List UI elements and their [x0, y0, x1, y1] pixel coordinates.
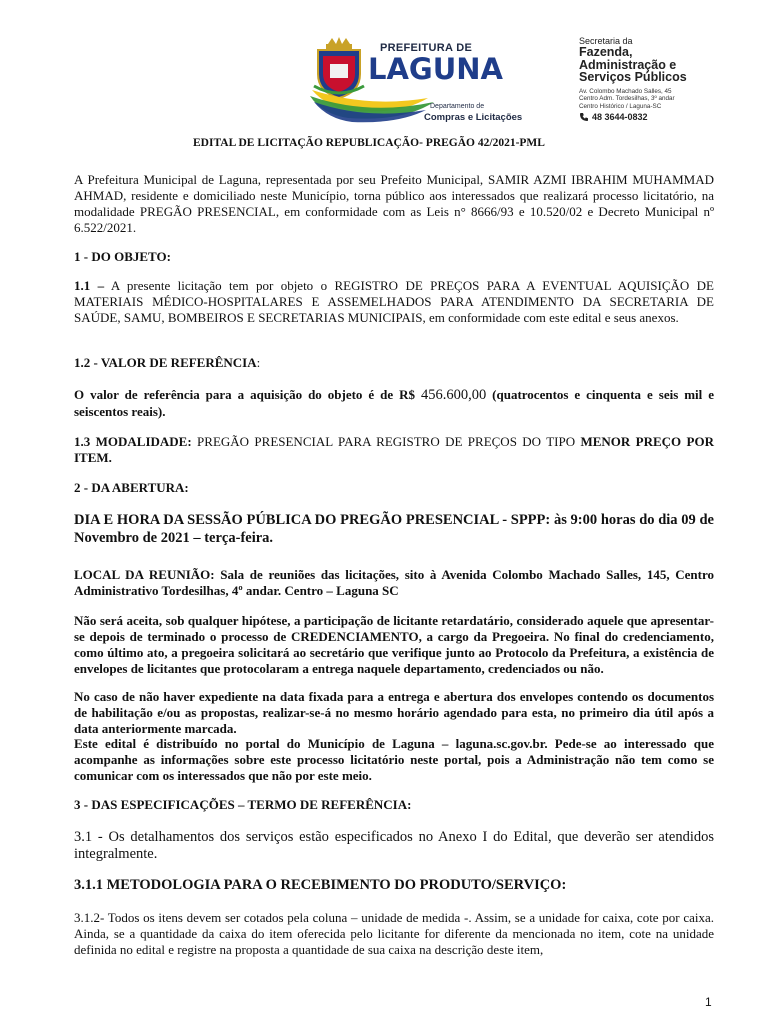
session-date-time: DIA E HORA DA SESSÃO PÚBLICA DO PREGÃO PRESENCIAL - SPPP: às 9:00 horas do dia 09 de Novembro de 2021 – terça-feira.	[74, 512, 714, 546]
section-1-3-text: PREGÃO PRESENCIAL PARA REGISTRO DE PREÇOS DO TIPO	[191, 434, 581, 449]
warning-text: Não será aceita, sob qualquer hipótese, a participação de licitante retardatário, considerado aquele que apresentar-se depois de terminado o processo de	[74, 613, 714, 644]
address-line: Av. Colombo Machado Salles, 45	[579, 87, 672, 95]
value-amount: 456.600,00	[420, 387, 487, 403]
laguna-logo	[308, 34, 523, 126]
reference-value-paragraph	[74, 387, 714, 420]
meeting-location: LOCAL DA REUNIÃO: Sala de reuniões das licitações, sito à Avenida Colombo Machado Salles, 145, Centro Administrativo Tordesilhas, 4º andar. Centro – Laguna SC	[74, 567, 714, 598]
address-line: Centro Histórico / Laguna-SC	[579, 102, 662, 110]
section-1-1-label: 1.1 –	[74, 278, 105, 293]
department-label: Compras e Licitações	[424, 112, 523, 123]
page-number: 1	[705, 995, 712, 1009]
letterhead	[0, 0, 770, 132]
secretaria-line: Administração e	[579, 57, 677, 72]
section-2-heading: 2 - DA ABERTURA:	[74, 480, 189, 495]
section-1-2-label: 1.2 - VALOR DE REFERÊNCIA	[74, 355, 257, 370]
phone	[579, 112, 699, 122]
secretaria-line: Fazenda,	[579, 45, 633, 59]
section-1-2-heading	[74, 355, 714, 371]
late-bidder-warning	[74, 613, 714, 677]
section-3-1-2-paragraph: 3.1.2- Todos os itens devem ser cotados pela coluna – unidade de medida -. Assim, se a unidade for caixa, cote por caixa. Ainda, se a quantidade da caixa do item oferecida pelo licitante for diferente da mencionada no item, cote na unidade definida no edital e registre na proposta a quantidade de sua caixa na descrição deste item,	[74, 910, 714, 957]
phone-number: 48 3644-0832	[592, 112, 648, 122]
no-business-day-note: No caso de não haver expediente na data fixada para a entrega e abertura dos envelopes contendo os documentos de habilitação e/ou as propostas, realizar-se-á no mesmo horário agendado para esta, no primeiro dia útil após a data anteriormente marcada.	[74, 689, 714, 736]
department-sub-label: Departamento de	[430, 103, 485, 110]
phone-icon	[579, 112, 589, 122]
section-1-3-label: 1.3 MODALIDADE:	[74, 434, 192, 449]
section-3-1-1-heading: 3.1.1 METODOLOGIA PARA O RECEBIMENTO DO PRODUTO/SERVIÇO:	[74, 877, 567, 893]
section-1-2-colon: :	[256, 355, 261, 370]
document-title: EDITAL DE LICITAÇÃO REPUBLICAÇÃO- PREGÃO 42/2021-PML	[193, 137, 545, 149]
address-line: Centro Adm. Tordesilhas, 3º andar	[579, 95, 675, 102]
section-1-1-text: A presente licitação tem por objeto o REGISTRO DE PREÇOS PARA A EVENTUAL AQUISIÇÃO DE MATERIAIS MÉDICO-HOSPITALARES E ASSEMELHADOS PARA ATENDIMENTO DA SECRETARIA DE SAÚDE, SAMU, BOMBEIROS E SECRETARIAS MUNICIPAIS, em conformidade com este edital e seus anexos.	[74, 278, 714, 325]
value-post: (quatrocentos e cinquenta e seis mil e seiscentos reais).	[74, 387, 715, 419]
section-1-1-paragraph	[74, 278, 714, 326]
warning-text: , a cargo da Pregoeira. No final do credenciamento, como último ato, a pregoeira solicitará ao secretário que verifique junto ao Protocolo da Prefeitura, a existência de envelopes de licitantes que protocolaram a entrega naquele departamento, credenciados ou não.	[74, 629, 714, 676]
section-1-3-bold: MENOR PREÇO POR ITEM.	[74, 434, 714, 465]
section-1-3-paragraph	[74, 434, 714, 466]
credenciamento-label: CREDENCIAMENTO	[290, 629, 419, 644]
value-pre: O valor de referência para a aquisição do objeto é de R$	[74, 387, 421, 402]
address	[579, 88, 699, 111]
section-1-heading: 1 - DO OBJETO:	[74, 249, 171, 264]
section-3-1-paragraph: 3.1 - Os detalhamentos dos serviços estão especificados no Anexo I do Edital, que deverão ser atendidos integralmente.	[74, 829, 714, 862]
secretaria-line: Secretaria da	[579, 36, 633, 46]
portal-distribution-note: Este edital é distribuído no portal do Município de Laguna – laguna.sc.gov.br. Pede-se ao interessado que acompanhe as informações sobre este processo licitatório neste portal, pois a Administração não tem como se comunicar com os interessados que não por este meio.	[74, 736, 714, 783]
secretaria-line: Serviços Públicos	[579, 70, 687, 84]
prefeitura-label: PREFEITURA DE	[380, 42, 473, 54]
section-3-heading: 3 - DAS ESPECIFICAÇÕES – TERMO DE REFERÊNCIA:	[74, 797, 412, 812]
city-name: LAGUNA	[368, 52, 503, 86]
intro-paragraph: A Prefeitura Municipal de Laguna, representada por seu Prefeito Municipal, SAMIR AZMI IBRAHIM MUHAMMAD AHMAD, residente e domiciliado neste Município, torna público aos interessados que realizará processo licitatório, na modalidade PREGÃO PRESENCIAL, em conformidade com as Leis n° 8666/93 e 10.520/02 e Decreto Municipal nº 6.522/2021.	[74, 172, 714, 235]
secretaria-block	[579, 36, 699, 122]
